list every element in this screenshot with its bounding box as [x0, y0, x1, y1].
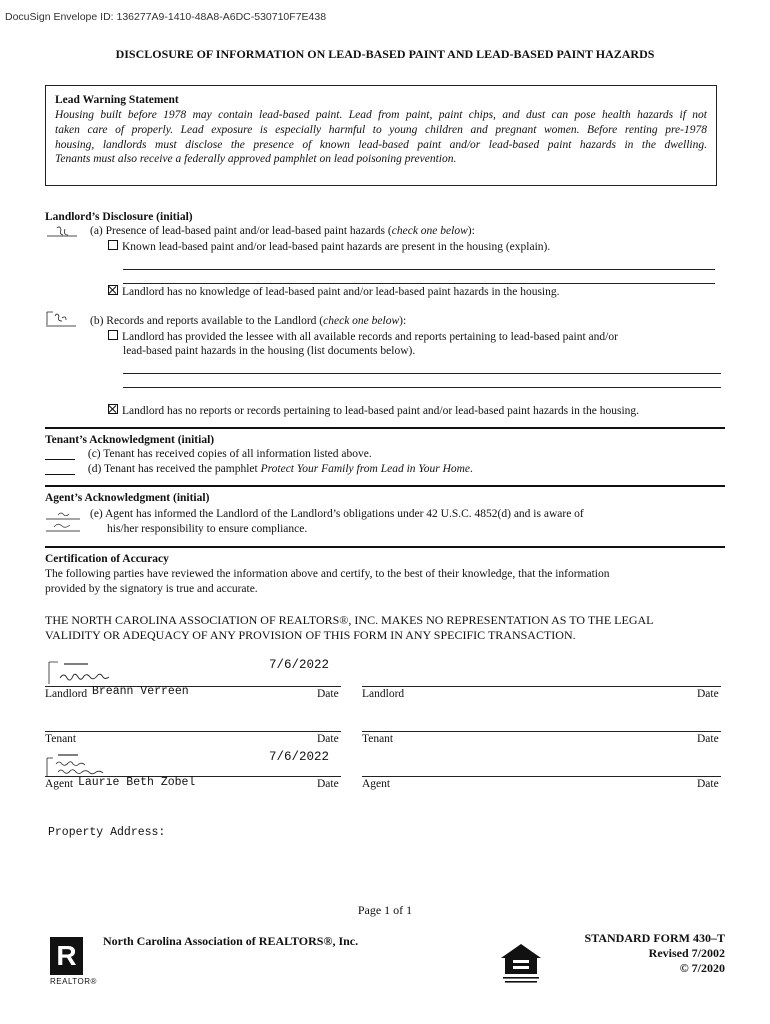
tenant-ack-d-suffix: . [470, 463, 473, 475]
warning-line-3: housing, landlords must disclose the presence of known lead-based paint and/or lead-based paint hazards in the dwelling. [55, 139, 707, 151]
initial-blank[interactable] [45, 463, 75, 475]
handwritten-signature-icon [44, 752, 144, 778]
agent-signature[interactable] [44, 752, 144, 778]
landlord-initials-b[interactable] [44, 306, 76, 330]
tenant-ack-c [45, 448, 372, 460]
explain-line-1[interactable] [123, 269, 715, 270]
section-divider [45, 546, 725, 548]
documents-line-2[interactable] [123, 387, 721, 388]
disclosure-a-option-2[interactable] [108, 285, 560, 298]
agent-2-signature-line[interactable] [362, 776, 721, 777]
page-number: Page 1 of 1 [357, 903, 413, 917]
landlord-signature[interactable] [46, 660, 136, 688]
form-revised: Revised 7/2002 [648, 946, 725, 960]
explain-line-2[interactable] [123, 283, 715, 284]
warning-line-2: taken care of properly. Lead exposure is especially harmful to young children and pregnant women. Before renting pre-1978 [55, 124, 707, 136]
agent-2-label: Agent [362, 778, 391, 790]
handwritten-signature-icon [46, 660, 136, 688]
tenant-2-label: Tenant [362, 733, 394, 745]
agent-label: Agent [45, 778, 74, 790]
section-divider [45, 427, 725, 429]
realtor-logo [50, 937, 96, 987]
envelope-id: DocuSign Envelope ID: 136277A9-1410-48A8-A6DC-530710F7E438 [5, 11, 327, 23]
tenant-2-signature-line[interactable] [362, 731, 721, 732]
landlord-initials-a[interactable] [45, 224, 77, 240]
section-divider [45, 485, 725, 487]
disclaimer-line-2: VALIDITY OR ADEQUACY OF ANY PROVISION OF THIS FORM IN ANY SPECIFIC TRANSACTION. [45, 628, 576, 642]
tenant-signature-line[interactable] [45, 731, 341, 732]
unchecked-checkbox-icon[interactable] [108, 330, 118, 340]
equal-housing-logo [497, 938, 545, 986]
initial-blank[interactable] [45, 448, 75, 460]
disclosure-b-option-1-line-2: lead-based paint hazards in the housing (list documents below). [123, 345, 416, 357]
landlord-date-label: Date [317, 688, 339, 700]
disclosure-b-option-1-label-1: Landlord has provided the lessee with all available records and reports pertaining to lead-based paint and/or [122, 331, 618, 343]
property-address-label: Property Address: [48, 826, 166, 839]
agent-ack-heading: Agent’s Acknowledgment (initial) [45, 492, 210, 504]
disclosure-a-italic: check one below [391, 225, 468, 237]
landlord-2-signature-line[interactable] [362, 686, 721, 687]
checked-checkbox-icon[interactable] [108, 285, 118, 295]
warning-line-4: Tenants must also receive a federally approved pamphlet on lead poisoning prevention. [55, 153, 457, 165]
agent-ack-e-line-1: (e) Agent has informed the Landlord of the Landlord’s obligations under 42 U.S.C. 4852(d) and is aware of [90, 508, 584, 520]
tenant-ack-d [45, 463, 473, 475]
initials-signature-icon [44, 306, 78, 330]
landlord-2-date-label: Date [697, 688, 719, 700]
form-copyright: © 7/2020 [679, 961, 725, 975]
unchecked-checkbox-icon[interactable] [108, 240, 118, 250]
agent-date-value: 7/6/2022 [269, 750, 330, 764]
equal-housing-icon [497, 938, 545, 986]
disclosure-b-italic: check one below [323, 315, 400, 327]
initials-signature-icon [44, 507, 84, 533]
initials-signature-icon [45, 224, 79, 240]
tenant-ack-heading: Tenant’s Acknowledgment (initial) [45, 434, 215, 446]
agent-date-label: Date [317, 778, 339, 790]
disclosure-b-text [90, 315, 406, 327]
agent-initials[interactable] [44, 507, 84, 533]
tenant-ack-c-text: (c) Tenant has received copies of all information listed above. [87, 448, 372, 460]
certification-line-2: provided by the signatory is true and accurate. [45, 583, 258, 595]
realtor-r-icon: R [50, 937, 83, 975]
documents-line-1[interactable] [123, 373, 721, 374]
warning-line-1: Housing built before 1978 may contain lead-based paint. Lead from paint, paint chips, and dust can pose health hazards if not [55, 109, 707, 121]
realtor-logo-text: REALTOR® [50, 977, 97, 986]
tenant-ack-d-italic: Protect Your Family from Lead in Your Home [260, 463, 471, 475]
disclosure-a-prefix: (a) Presence of lead-based paint and/or lead-based paint hazards ( [90, 225, 392, 237]
landlord-date-value: 7/6/2022 [269, 658, 330, 672]
footer-org: North Carolina Association of REALTORS®, Inc. [103, 934, 359, 948]
tenant-label: Tenant [45, 733, 77, 745]
disclosure-b-suffix: ): [399, 315, 407, 327]
agent-2-date-label: Date [697, 778, 719, 790]
disclosure-b-prefix: (b) Records and reports available to the Landlord ( [90, 315, 324, 327]
landlord-2-label: Landlord [362, 688, 405, 700]
agent-name: Laurie Beth Zobel [78, 776, 196, 789]
tenant-2-date-label: Date [697, 733, 719, 745]
tenant-ack-d-prefix: (d) Tenant has received the pamphlet [87, 463, 261, 475]
disclosure-a-option-1-label: Known lead-based paint and/or lead-based paint hazards are present in the housing (explain). [122, 241, 551, 253]
document-title: DISCLOSURE OF INFORMATION ON LEAD-BASED PAINT AND LEAD-BASED PAINT HAZARDS [115, 47, 655, 61]
disclosure-a-option-1[interactable] [108, 240, 550, 253]
disclosure-b-option-2[interactable] [108, 404, 639, 417]
disclosure-a-suffix: ): [467, 225, 475, 237]
landlord-signature-line [45, 686, 341, 687]
landlord-disclosure-heading: Landlord’s Disclosure (initial) [45, 211, 193, 223]
warning-heading: Lead Warning Statement [55, 94, 179, 106]
landlord-label: Landlord [45, 688, 88, 700]
landlord-name: Breann Verreen [92, 685, 189, 698]
checked-checkbox-icon[interactable] [108, 404, 118, 414]
disclosure-a-text [90, 225, 475, 237]
disclosure-b-option-2-label: Landlord has no reports or records pertaining to lead-based paint and/or lead-based paint hazards in the housing. [122, 405, 640, 417]
disclosure-a-option-2-label: Landlord has no knowledge of lead-based paint and/or lead-based paint hazards in the housing. [122, 286, 560, 298]
certification-line-1: The following parties have reviewed the information above and certify, to the best of their knowledge, that the information [45, 568, 610, 580]
agent-ack-e-line-2: his/her responsibility to ensure compliance. [107, 523, 308, 535]
disclosure-b-option-1[interactable] [108, 330, 618, 343]
certification-heading: Certification of Accuracy [45, 553, 169, 565]
form-number: STANDARD FORM 430–T [584, 931, 725, 945]
tenant-date-label: Date [317, 733, 339, 745]
disclaimer-line-1: THE NORTH CAROLINA ASSOCIATION OF REALTORS®, INC. MAKES NO REPRESENTATION AS TO THE LEGAL [45, 613, 654, 627]
